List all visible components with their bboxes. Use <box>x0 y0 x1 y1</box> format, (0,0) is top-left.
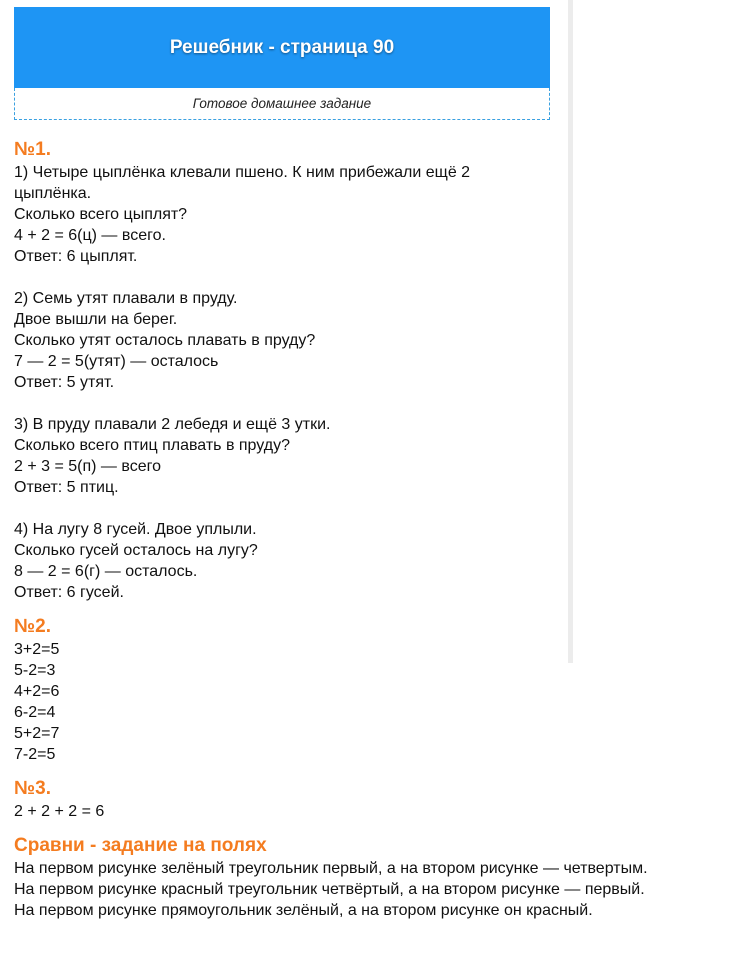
page-subtitle: Готовое домашнее задание <box>192 96 372 111</box>
equation-line: 5+2=7 <box>14 725 60 742</box>
text-line: Ответ: 6 гусей. <box>14 584 124 601</box>
text-line: 1) Четыре цыплёнка клевали пшено. К ним прибежали ещё 2 <box>14 164 471 181</box>
text-line: цыплёнка. <box>14 185 92 202</box>
task-1-part-1 <box>14 162 734 267</box>
equation-line: 2 + 2 + 2 = 6 <box>14 803 105 820</box>
solution-content <box>14 138 734 921</box>
text-line: Двое вышли на берег. <box>14 311 178 328</box>
task-1 <box>14 138 734 603</box>
text-line: Сколько утят осталось плавать в пруду? <box>14 332 316 349</box>
text-line: 4 + 2 = 6(ц) — всего. <box>14 227 166 244</box>
equation-line: 5-2=3 <box>14 662 56 679</box>
page-subtitle-box <box>14 88 550 120</box>
text-line: 8 — 2 = 6(г) — осталось. <box>14 563 198 580</box>
text-line: Ответ: 5 утят. <box>14 374 115 391</box>
text-line: На первом рисунке прямоугольник зелёный, а на втором рисунке он красный. <box>14 902 593 919</box>
page-title: Решебник - страница 90 <box>169 36 395 58</box>
task-3-title: №3. <box>14 778 52 799</box>
text-line: 4) На лугу 8 гусей. Двое уплыли. <box>14 521 257 538</box>
equation-line: 3+2=5 <box>14 641 60 658</box>
text-line: Сколько всего птиц плавать в пруду? <box>14 437 290 454</box>
task-2 <box>14 615 734 765</box>
text-line: Ответ: 6 цыплят. <box>14 248 138 265</box>
equation-line: 6-2=4 <box>14 704 56 721</box>
task-3 <box>14 777 734 822</box>
compare-task <box>14 834 734 921</box>
task-1-part-2 <box>14 288 734 393</box>
task-1-part-3 <box>14 414 734 498</box>
text-line: 2) Семь утят плавали в пруду. <box>14 290 238 307</box>
task-1-part-4 <box>14 519 734 603</box>
text-line: Ответ: 5 птиц. <box>14 479 119 496</box>
text-line: 2 + 3 = 5(п) — всего <box>14 458 161 475</box>
text-line: На первом рисунке зелёный треугольник первый, а на втором рисунке — четвертым. <box>14 860 648 877</box>
text-line: Сколько гусей осталось на лугу? <box>14 542 258 559</box>
text-line: 7 — 2 = 5(утят) — осталось <box>14 353 219 370</box>
page-banner <box>14 7 550 88</box>
text-line: На первом рисунке красный треугольник четвёртый, а на втором рисунке — первый. <box>14 881 645 898</box>
equation-line: 7-2=5 <box>14 746 56 763</box>
task-1-title: №1. <box>14 139 52 160</box>
task-2-title: №2. <box>14 616 52 637</box>
equation-line: 4+2=6 <box>14 683 60 700</box>
text-line: 3) В пруду плавали 2 лебедя и ещё 3 утки. <box>14 416 331 433</box>
text-line: Сколько всего цыплят? <box>14 206 188 223</box>
compare-task-title: Сравни - задание на полях <box>14 835 267 856</box>
